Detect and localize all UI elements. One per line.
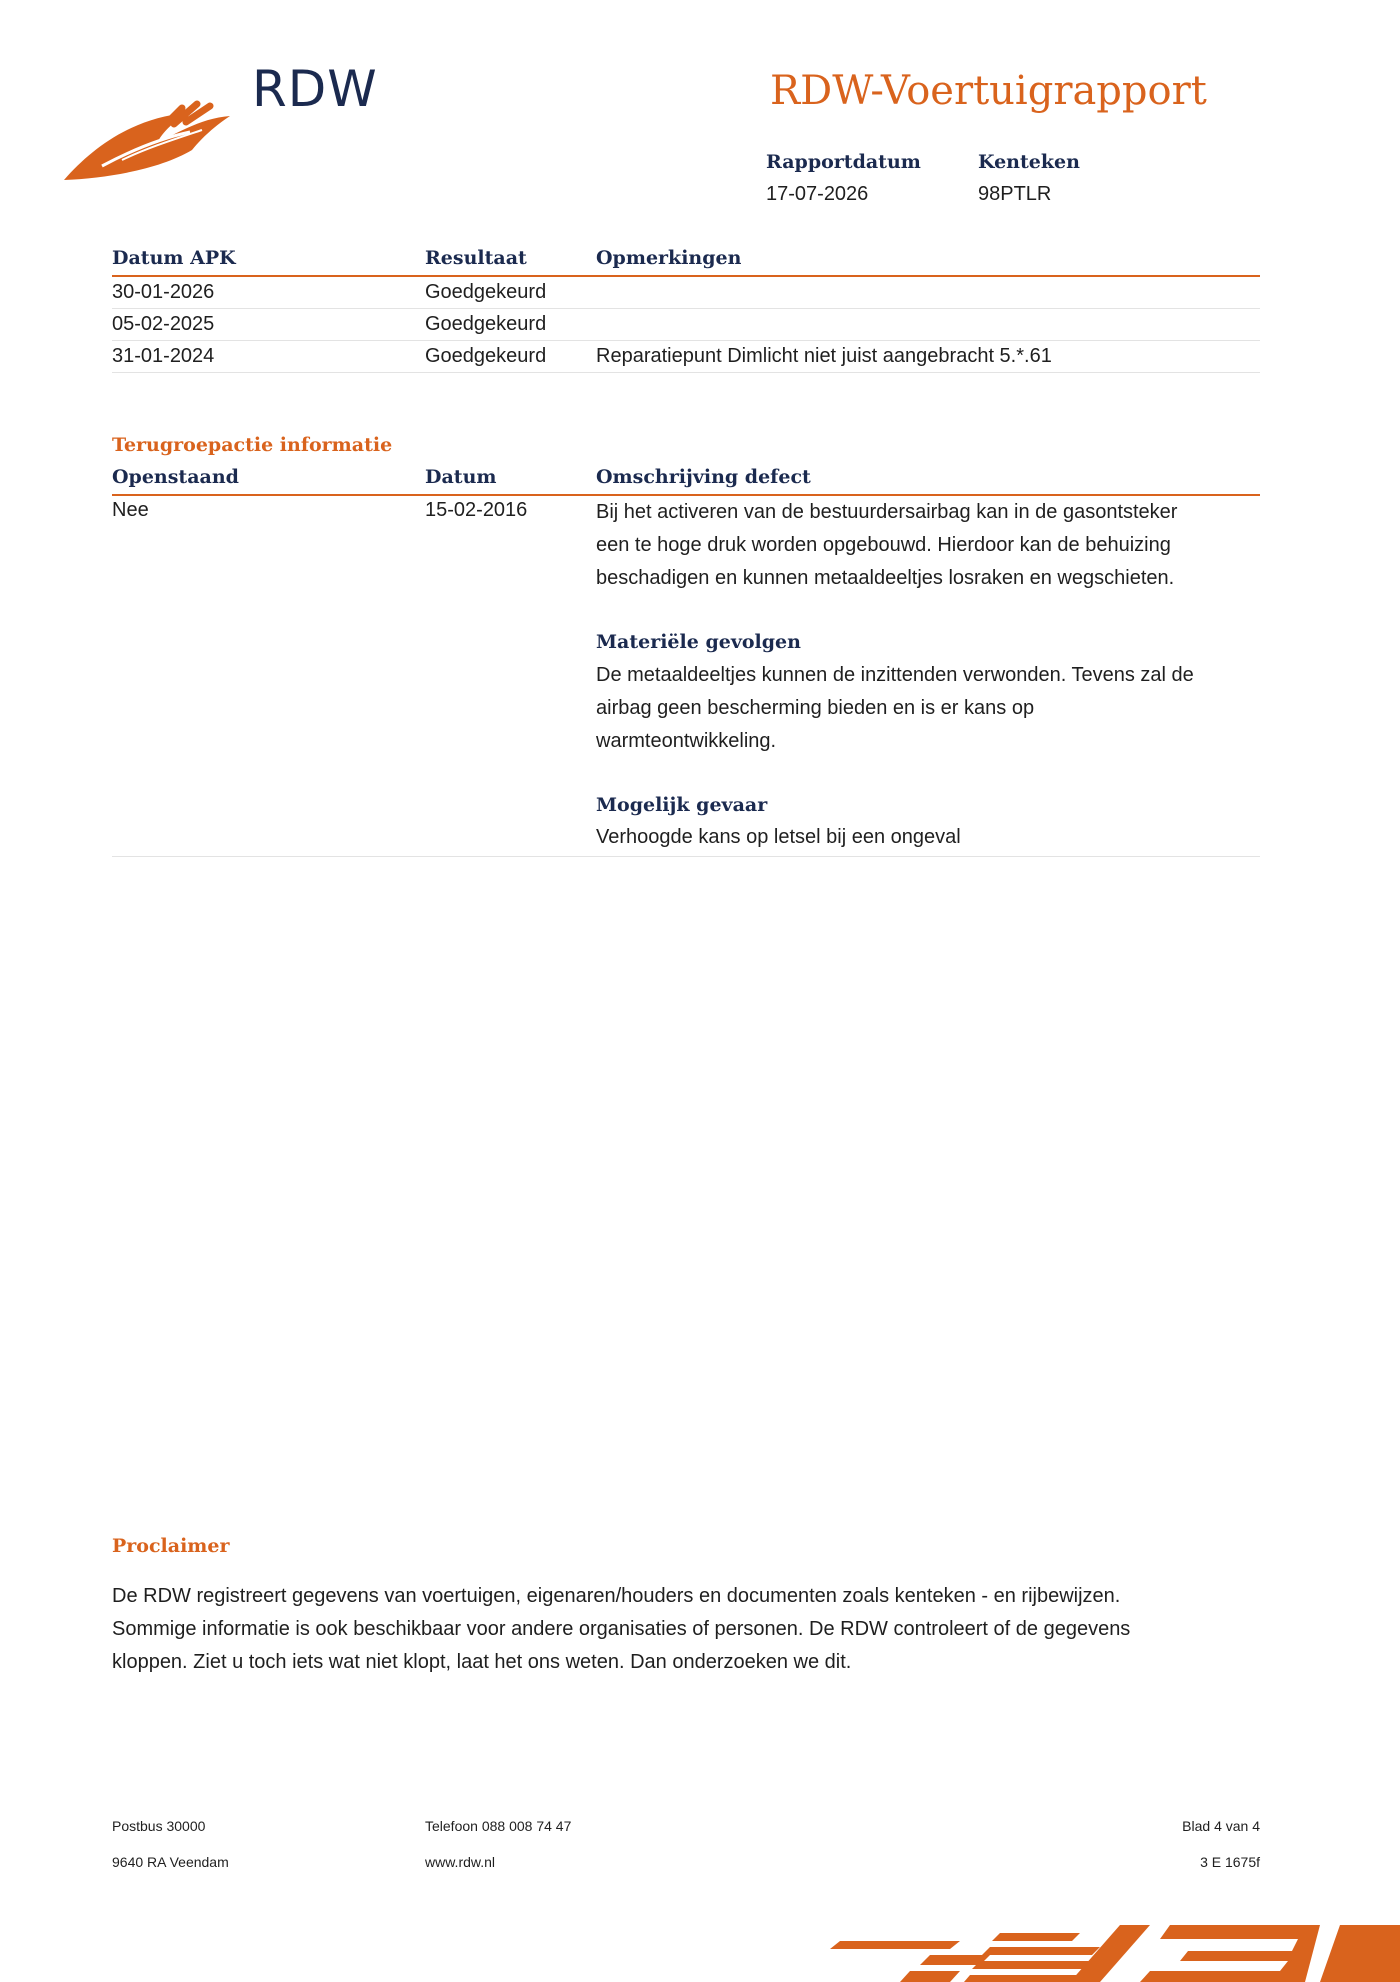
apk-table-header	[112, 245, 1260, 277]
recall-row	[112, 496, 1260, 857]
footer-code: 3 E 1675f	[1200, 1854, 1260, 1870]
apk-column-date: Datum APK	[112, 247, 236, 269]
apk-date: 05-02-2025	[112, 313, 215, 335]
consequences-line: warmteontwikkeling.	[596, 730, 777, 752]
proclaimer-line: Sommige informatie is ook beschikbaar voor andere organisaties of personen. De RDW controleert of de gegevens	[112, 1618, 1131, 1640]
recall-date-value: 15-02-2016	[425, 499, 528, 521]
apk-column-remarks: Opmerkingen	[596, 247, 742, 269]
rdw-logo-icon	[62, 88, 232, 183]
consequences-line: De metaaldeeltjes kunnen de inzittenden verwonden. Tevens zal de	[596, 664, 1194, 686]
defect-line: Bij het activeren van de bestuurdersairbag kan in de gasontsteker	[596, 501, 1178, 523]
apk-column-result: Resultaat	[425, 247, 527, 269]
proclaimer-text	[112, 1580, 1130, 1679]
recall-column-date: Datum	[425, 466, 497, 488]
danger-text: Verhoogde kans op letsel bij een ongeval	[596, 826, 961, 848]
table-row	[112, 341, 1260, 373]
recall-column-defect: Omschrijving defect	[596, 466, 811, 488]
defect-description	[596, 496, 1177, 595]
apk-result: Goedgekeurd	[425, 313, 547, 335]
footer-phone: Telefoon 088 008 74 47	[425, 1818, 572, 1834]
plate-value: 98PTLR	[978, 183, 1052, 205]
consequences-line: airbag geen bescherming bieden en is er kans op	[596, 697, 1035, 719]
apk-date: 31-01-2024	[112, 345, 215, 367]
footer-page-number: Blad 4 van 4	[1182, 1818, 1260, 1834]
defect-line: beschadigen en kunnen metaaldeeltjes losraken en wegschieten.	[596, 567, 1175, 589]
apk-remarks: Reparatiepunt Dimlicht niet juist aangebracht 5.*.61	[596, 345, 1052, 367]
logo-wordmark: RDW	[252, 60, 378, 118]
footer-website[interactable]: www.rdw.nl	[425, 1854, 496, 1870]
recall-table	[112, 464, 1260, 857]
apk-table	[112, 245, 1260, 373]
footer-address-line2: 9640 RA Veendam	[112, 1854, 229, 1870]
plate-label: Kenteken	[978, 151, 1080, 173]
report-date-value: 17-07-2026	[766, 183, 869, 205]
table-row	[112, 277, 1260, 309]
defect-line: een te hoge druk worden opgebouwd. Hierdoor kan de behuizing	[596, 534, 1171, 556]
recall-column-open: Openstaand	[112, 466, 239, 488]
page-title: RDW-Voertuigrapport	[770, 68, 1207, 114]
recall-section-title: Terugroepactie informatie	[112, 434, 393, 456]
report-date-label: Rapportdatum	[766, 151, 921, 173]
recall-open-value: Nee	[112, 499, 149, 521]
apk-result: Goedgekeurd	[425, 345, 547, 367]
proclaimer-line: kloppen. Ziet u toch iets wat niet klopt, laat het ons weten. Dan onderzoeken we dit.	[112, 1651, 852, 1673]
recall-table-header	[112, 464, 1260, 496]
danger-title: Mogelijk gevaar	[596, 794, 768, 816]
proclaimer-line: De RDW registreert gegevens van voertuigen, eigenaren/houders en documenten zoals kenteken - en rijbewijzen.	[112, 1585, 1121, 1607]
apk-date: 30-01-2026	[112, 281, 215, 303]
table-row	[112, 309, 1260, 341]
apk-result: Goedgekeurd	[425, 281, 547, 303]
decorative-stripes-icon	[800, 1925, 1400, 1982]
footer-address-line1: Postbus 30000	[112, 1818, 206, 1834]
consequences-text	[596, 659, 1194, 758]
proclaimer-title: Proclaimer	[112, 1535, 230, 1557]
consequences-title: Materiële gevolgen	[596, 631, 801, 653]
